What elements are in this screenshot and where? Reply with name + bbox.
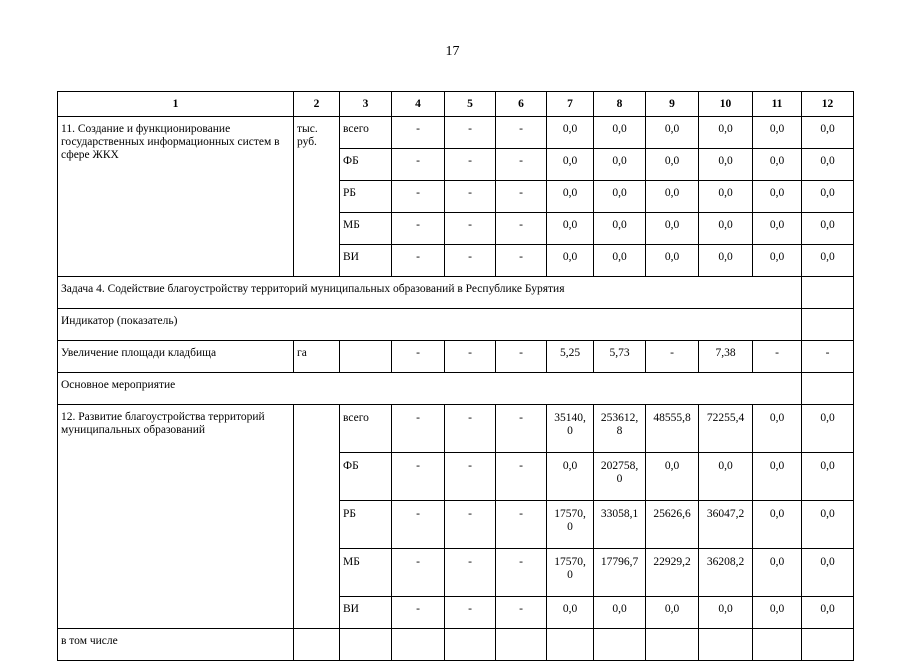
header-cell: 10 — [699, 92, 753, 117]
value-cell: 0,0 — [547, 453, 594, 501]
value-cell: - — [496, 405, 547, 453]
value-cell: 17796,7 — [594, 549, 646, 597]
source-cell: МБ — [340, 213, 392, 245]
value-cell: - — [496, 213, 547, 245]
header-cell: 11 — [753, 92, 802, 117]
value-cell: 0,0 — [802, 453, 854, 501]
unit-cell: га — [294, 341, 340, 373]
value-cell: - — [392, 117, 445, 149]
task-heading: Задача 4. Содействие благоустройству территорий муниципальных образований в Республике Бурятия — [58, 277, 802, 309]
value-cell: - — [392, 453, 445, 501]
value-cell: 0,0 — [699, 245, 753, 277]
value-cell: - — [646, 341, 699, 373]
header-cell: 6 — [496, 92, 547, 117]
value-cell: 0,0 — [802, 501, 854, 549]
value-cell: 0,0 — [802, 549, 854, 597]
value-cell: 5,25 — [547, 341, 594, 373]
value-cell: - — [445, 245, 496, 277]
empty-cell — [802, 277, 854, 309]
value-cell: 22929,2 — [646, 549, 699, 597]
value-cell: - — [392, 245, 445, 277]
value-cell: 0,0 — [547, 181, 594, 213]
value-cell: 72255,4 — [699, 405, 753, 453]
value-cell: 0,0 — [594, 213, 646, 245]
value-cell — [340, 341, 392, 373]
including-row — [58, 629, 854, 661]
value-cell: 17570, 0 — [547, 501, 594, 549]
table-row — [58, 405, 854, 453]
unit-cell — [294, 405, 340, 629]
empty-cell — [392, 629, 445, 661]
main-activity-heading: Основное мероприятие — [58, 373, 802, 405]
value-cell: - — [445, 341, 496, 373]
empty-cell — [496, 629, 547, 661]
empty-cell — [802, 309, 854, 341]
value-cell: 0,0 — [594, 149, 646, 181]
value-cell: - — [496, 245, 547, 277]
value-cell: 0,0 — [753, 501, 802, 549]
value-cell: - — [392, 549, 445, 597]
value-cell: - — [445, 549, 496, 597]
value-cell: - — [392, 405, 445, 453]
value-cell: 17570, 0 — [547, 549, 594, 597]
value-cell: 0,0 — [699, 453, 753, 501]
header-cell: 4 — [392, 92, 445, 117]
value-cell: 0,0 — [547, 117, 594, 149]
value-cell: - — [445, 405, 496, 453]
value-cell: 0,0 — [753, 117, 802, 149]
value-cell: 0,0 — [547, 213, 594, 245]
empty-cell — [594, 629, 646, 661]
value-cell: - — [392, 149, 445, 181]
value-cell: 202758, 0 — [594, 453, 646, 501]
source-cell: МБ — [340, 549, 392, 597]
value-cell: - — [445, 149, 496, 181]
indicator-row — [58, 341, 854, 373]
header-cell: 2 — [294, 92, 340, 117]
value-cell: 0,0 — [646, 597, 699, 629]
value-cell: 0,0 — [594, 597, 646, 629]
value-cell: 0,0 — [646, 181, 699, 213]
value-cell: 0,0 — [753, 549, 802, 597]
empty-cell — [802, 373, 854, 405]
page-number: 17 — [445, 44, 460, 59]
source-cell: ФБ — [340, 453, 392, 501]
value-cell: - — [496, 181, 547, 213]
value-cell: 0,0 — [753, 213, 802, 245]
activity-title: 12. Развитие благоустройства территорий муниципальных образований — [58, 405, 294, 629]
indicator-heading: Индикатор (показатель) — [58, 309, 802, 341]
value-cell: 0,0 — [646, 149, 699, 181]
value-cell: 0,0 — [594, 245, 646, 277]
value-cell: - — [392, 181, 445, 213]
value-cell: 0,0 — [802, 117, 854, 149]
value-cell: 35140, 0 — [547, 405, 594, 453]
value-cell: 0,0 — [699, 149, 753, 181]
source-cell: всего — [340, 405, 392, 453]
value-cell: 33058,1 — [594, 501, 646, 549]
value-cell: 0,0 — [753, 245, 802, 277]
empty-cell — [646, 629, 699, 661]
header-cell: 9 — [646, 92, 699, 117]
value-cell: - — [496, 117, 547, 149]
value-cell: - — [445, 597, 496, 629]
header-cell: 12 — [802, 92, 854, 117]
value-cell: - — [753, 341, 802, 373]
value-cell: 25626,6 — [646, 501, 699, 549]
value-cell: 5,73 — [594, 341, 646, 373]
value-cell: - — [496, 341, 547, 373]
empty-cell — [802, 629, 854, 661]
value-cell: 0,0 — [646, 213, 699, 245]
including-label: в том числе — [58, 629, 294, 661]
source-cell: ВИ — [340, 245, 392, 277]
value-cell: 0,0 — [753, 405, 802, 453]
section-row — [58, 373, 854, 405]
value-cell: 0,0 — [699, 213, 753, 245]
activity-title: 11. Создание и функционирование государственных информационных систем в сфере ЖКХ — [58, 117, 294, 277]
indicator-title: Увеличение площади кладбища — [58, 341, 294, 373]
value-cell: - — [496, 597, 547, 629]
empty-cell — [340, 629, 392, 661]
empty-cell — [445, 629, 496, 661]
value-cell: 0,0 — [699, 117, 753, 149]
value-cell: - — [802, 341, 854, 373]
source-cell: РБ — [340, 181, 392, 213]
source-cell: всего — [340, 117, 392, 149]
value-cell: 0,0 — [547, 245, 594, 277]
value-cell: 36208,2 — [699, 549, 753, 597]
header-row — [58, 92, 854, 117]
section-row — [58, 277, 854, 309]
value-cell: 0,0 — [802, 181, 854, 213]
value-cell: 0,0 — [753, 149, 802, 181]
value-cell: - — [392, 597, 445, 629]
header-cell: 5 — [445, 92, 496, 117]
value-cell: 0,0 — [753, 453, 802, 501]
header-cell: 3 — [340, 92, 392, 117]
value-cell: 0,0 — [802, 213, 854, 245]
value-cell: 0,0 — [646, 453, 699, 501]
empty-cell — [294, 629, 340, 661]
value-cell: 0,0 — [646, 245, 699, 277]
value-cell: - — [392, 341, 445, 373]
header-cell: 8 — [594, 92, 646, 117]
value-cell: 0,0 — [646, 117, 699, 149]
value-cell: - — [496, 501, 547, 549]
value-cell: - — [496, 549, 547, 597]
value-cell: 7,38 — [699, 341, 753, 373]
value-cell: 253612, 8 — [594, 405, 646, 453]
value-cell: 0,0 — [594, 117, 646, 149]
value-cell: - — [445, 501, 496, 549]
value-cell: - — [392, 213, 445, 245]
value-cell: - — [445, 213, 496, 245]
value-cell: 48555,8 — [646, 405, 699, 453]
value-cell: 0,0 — [802, 405, 854, 453]
source-cell: ВИ — [340, 597, 392, 629]
value-cell: - — [445, 117, 496, 149]
value-cell: - — [392, 501, 445, 549]
empty-cell — [699, 629, 753, 661]
value-cell: - — [445, 453, 496, 501]
value-cell: 0,0 — [802, 149, 854, 181]
value-cell: 0,0 — [802, 245, 854, 277]
empty-cell — [547, 629, 594, 661]
value-cell: 0,0 — [753, 181, 802, 213]
source-cell: РБ — [340, 501, 392, 549]
unit-cell: тыс. руб. — [294, 117, 340, 277]
value-cell: 0,0 — [547, 149, 594, 181]
header-cell: 7 — [547, 92, 594, 117]
value-cell: 0,0 — [802, 597, 854, 629]
value-cell: 0,0 — [594, 181, 646, 213]
value-cell: - — [496, 453, 547, 501]
value-cell: 0,0 — [699, 597, 753, 629]
value-cell: 0,0 — [699, 181, 753, 213]
value-cell: - — [496, 149, 547, 181]
header-cell: 1 — [58, 92, 294, 117]
value-cell: 0,0 — [753, 597, 802, 629]
value-cell: 0,0 — [547, 597, 594, 629]
empty-cell — [753, 629, 802, 661]
value-cell: 36047,2 — [699, 501, 753, 549]
source-cell: ФБ — [340, 149, 392, 181]
section-row — [58, 309, 854, 341]
table-row — [58, 117, 854, 149]
value-cell: - — [445, 181, 496, 213]
program-table — [57, 91, 854, 661]
